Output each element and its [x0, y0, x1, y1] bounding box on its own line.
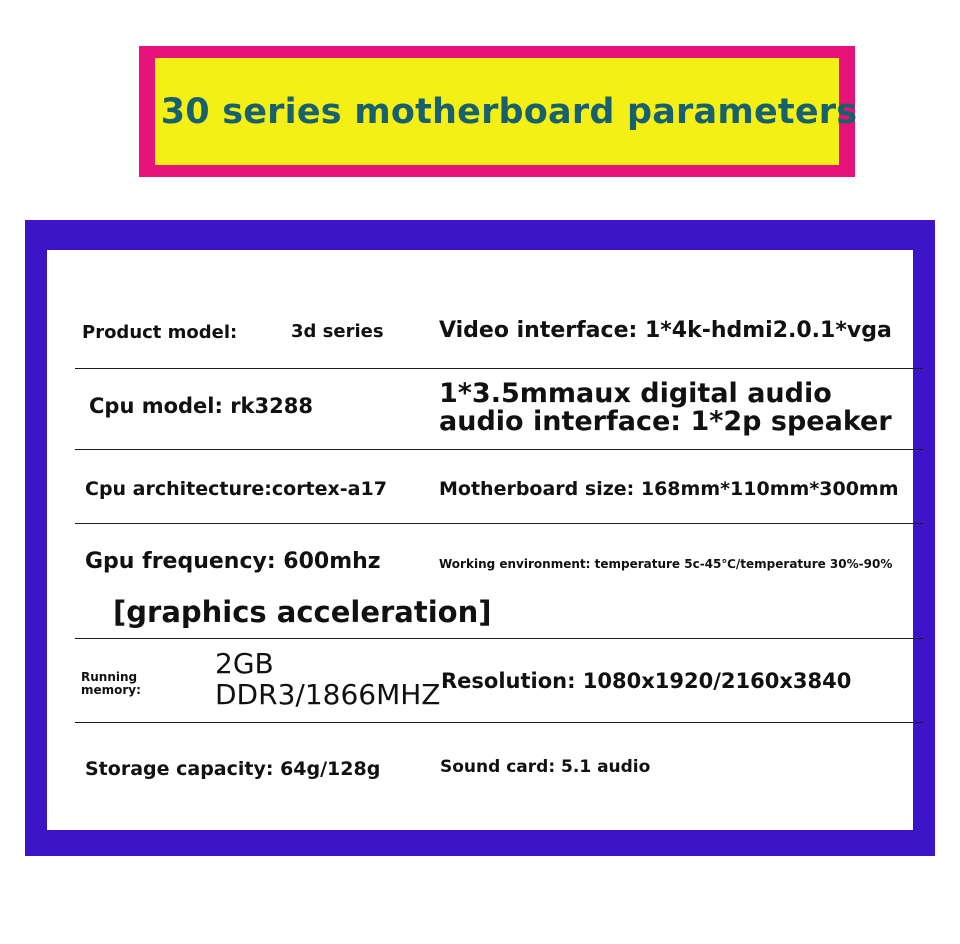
video-interface-spec: Video interface: 1*4k-hdmi2.0.1*vga — [439, 318, 892, 343]
running-memory-label-line-1: Running — [81, 670, 138, 684]
row-divider-1 — [75, 368, 923, 369]
parameter-panel — [47, 250, 913, 830]
cpu-architecture-spec: Cpu architecture:cortex-a17 — [85, 478, 387, 500]
page-title: 30 series motherboard parameters — [160, 91, 858, 132]
running-memory-value-line-2: DDR3/1866MHZ — [215, 678, 441, 712]
cpu-model-spec: Cpu model: rk3288 — [89, 394, 313, 418]
running-memory-label-line-2: memory: — [81, 682, 141, 697]
working-environment-spec: Working environment: temperature 5c-45℃/temperature 30%-90% — [439, 557, 893, 571]
title-banner — [139, 46, 858, 177]
title-banner-inner — [155, 58, 858, 165]
parameter-frame — [25, 220, 935, 856]
running-memory-value — [215, 648, 440, 711]
resolution-spec: Resolution: 1080x1920/2160x3840 — [441, 669, 852, 693]
running-memory-label — [81, 671, 141, 696]
sound-card-spec: Sound card: 5.1 audio — [440, 757, 651, 777]
storage-capacity-spec: Storage capacity: 64g/128g — [85, 758, 381, 780]
row-divider-5 — [75, 722, 923, 723]
audio-interface-line-2: audio interface: 1*2p speaker — [439, 406, 892, 438]
row-divider-4 — [75, 638, 923, 639]
row-divider-3 — [75, 523, 923, 524]
motherboard-size-spec: Motherboard size: 168mm*110mm*300mm — [439, 478, 899, 500]
row-divider-2 — [75, 449, 923, 450]
graphics-acceleration-note: [graphics acceleration] — [113, 595, 492, 629]
running-memory-value-line-1: 2GB — [215, 647, 274, 680]
product-model-label: Product model: — [82, 322, 238, 343]
audio-interface-line-1: 1*3.5mmaux digital audio — [439, 378, 832, 409]
audio-interface-spec — [439, 380, 892, 437]
gpu-frequency-spec: Gpu frequency: 600mhz — [85, 549, 381, 574]
product-model-value: 3d series — [291, 321, 384, 342]
